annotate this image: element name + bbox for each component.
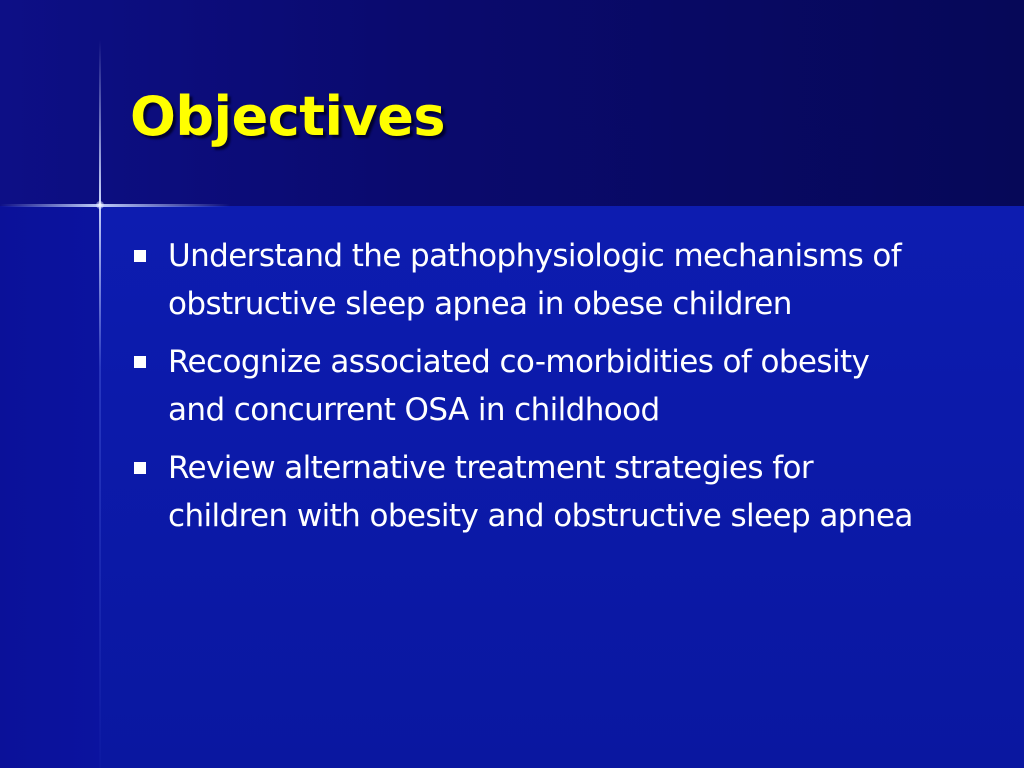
square-bullet-icon (134, 356, 146, 368)
slide-title: Objectives (130, 85, 445, 148)
bullet-item-1 (130, 232, 930, 328)
bullet-text-3: Review alternative treatment strategies for children with obesity and obstructive sleep apnea (168, 450, 913, 534)
square-bullet-icon (134, 462, 146, 474)
sparkle-vertical-line (99, 40, 101, 768)
sparkle-cross-icon (96, 201, 104, 209)
sparkle-horizontal-line (0, 204, 230, 207)
bullet-list (130, 232, 930, 550)
square-bullet-icon (134, 250, 146, 262)
left-strip (0, 206, 100, 768)
bullet-text-2: Recognize associated co-morbidities of obesity and concurrent OSA in childhood (168, 344, 870, 428)
bullet-item-3 (130, 444, 930, 540)
bullet-item-2 (130, 338, 930, 434)
bullet-text-1: Understand the pathophysiologic mechanisms of obstructive sleep apnea in obese children (168, 238, 902, 322)
